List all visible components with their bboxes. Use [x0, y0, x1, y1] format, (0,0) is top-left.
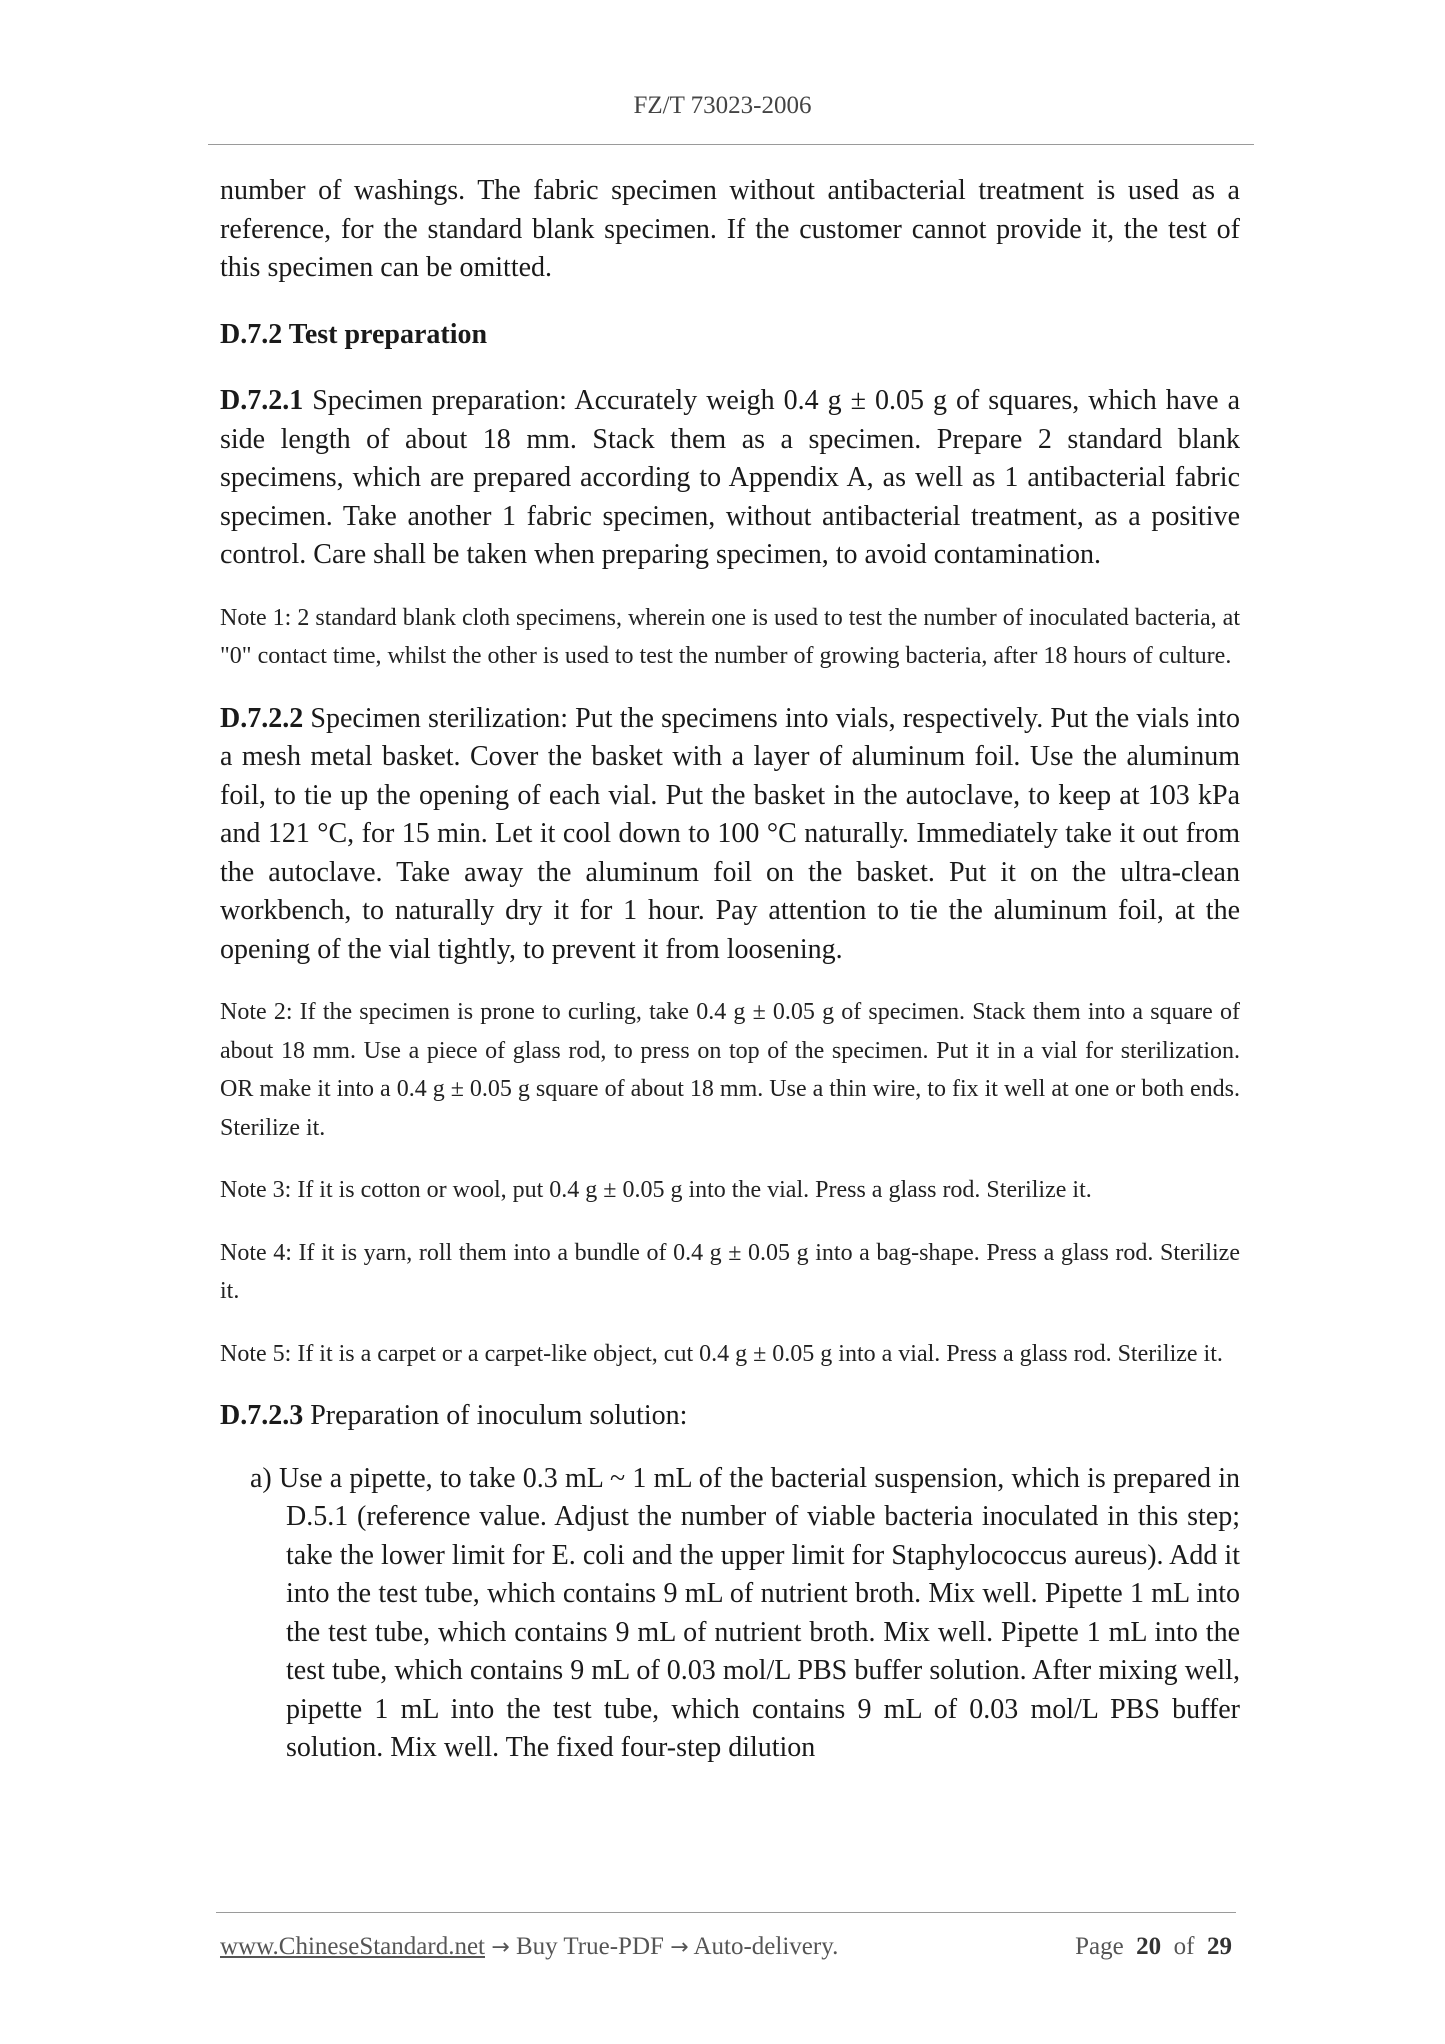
site-link[interactable]: www.ChineseStandard.net — [220, 1933, 485, 1960]
list-item-a: a) Use a pipette, to take 0.3 mL ~ 1 mL of the bacterial suspension, which is prepared in D.5.1 (reference value. Adjust the number of viable bacteria inoculated in this step; take the lower limit for E. coli and the upper limit for Staphylococcus aureus). Add it into the test tube, which contains 9 mL of nutrient broth. Mix well. Pipette 1 mL into the test tube, which contains 9 mL of nutrient broth. Mix well. Pipette 1 mL into the test tube, which contains 9 mL of 0.03 mol/L PBS buffer solution. After mixing well, pipette 1 mL into the test tube, which contains 9 mL of 0.03 mol/L PBS buffer solution. Mix well. The fixed four-step dilution — [250, 1462, 1240, 1763]
current-page: 20 — [1136, 1933, 1162, 1960]
note-1: Note 1: 2 standard blank cloth specimens, wherein one is used to test the number of inoculated bacteria, at "0" contact time, whilst the other is used to test the number of growing bacteria, after 18 hours of culture. — [220, 604, 1240, 669]
clause-d721 — [220, 382, 1240, 575]
clause-d723 — [220, 1397, 1240, 1436]
intro-paragraph: number of washings. The fabric specimen without antibacterial treatment is used as a reference, for the standard blank specimen. If the customer cannot provide it, the test of this specimen can be omitted. — [220, 175, 1240, 283]
page-header-doc-code: FZ/T 73023-2006 — [633, 92, 812, 119]
section-heading-d72: D.7.2 Test preparation — [220, 318, 488, 350]
clause-number: D.7.2.2 — [220, 702, 304, 734]
auto-delivery-text: Auto-delivery. — [693, 1933, 839, 1960]
clause-d722 — [220, 700, 1240, 970]
clause-text: Specimen preparation: Accurately weigh 0.4 g ± 0.05 g of squares, which have a side length of about 18 mm. Stack them as a specimen. Prepare 2 standard blank specimens, which are prepared according to Appendix A, as well as 1 antibacterial fabric specimen. Take another 1 fabric specimen, without antibacterial treatment, as a positive control. Care shall be taken when preparing specimen, to avoid contamination. — [220, 385, 1240, 570]
clause-number: D.7.2.1 — [220, 385, 304, 416]
arrow-right-icon: → — [491, 1935, 510, 1960]
page-content — [220, 172, 1240, 1768]
clause-text: Specimen sterilization: Put the specimens into vials, respectively. Put the vials into a mesh metal basket. Cover the basket with a layer of aluminum foil. Use the aluminum foil, to tie up the opening of each vial. Put the basket in the autoclave, to keep at 103 kPa and 121 °C, for 15 min. Let it cool down to 100 °C naturally. Immediately take it out from the autoclave. Take away the aluminum foil on the basket. Put it on the ultra-clean workbench, to naturally dry it for 1 hour. Pay attention to tie the aluminum foil, at the opening of the vial tightly, to prevent it from loosening. — [220, 702, 1240, 965]
buy-true-pdf-text: Buy True-PDF — [515, 1933, 664, 1960]
page-number: Page 20 of 29 — [1075, 1933, 1232, 1960]
header-divider — [208, 144, 1254, 145]
clause-text: Preparation of inoculum solution: — [303, 1400, 688, 1431]
note-4: Note 4: If it is yarn, roll them into a bundle of 0.4 g ± 0.05 g into a bag-shape. Press a glass rod. Sterilize it. — [220, 1239, 1240, 1304]
note-5: Note 5: If it is a carpet or a carpet-like object, cut 0.4 g ± 0.05 g into a vial. Press a glass rod. Sterilize it. — [220, 1340, 1223, 1367]
total-pages: 29 — [1207, 1933, 1232, 1960]
clause-number: D.7.2.3 — [220, 1400, 304, 1431]
footer-links — [220, 1933, 838, 1961]
arrow-right-icon: → — [670, 1935, 689, 1960]
note-3: Note 3: If it is cotton or wool, put 0.4 g ± 0.05 g into the vial. Press a glass rod. Sterilize it. — [220, 1177, 1092, 1203]
footer-divider — [216, 1912, 1236, 1913]
note-2: Note 2: If the specimen is prone to curling, take 0.4 g ± 0.05 g of specimen. Stack them into a square of about 18 mm. Use a piece of glass rod, to press on top of the specimen. Put it in a vial for sterilization. OR make it into a 0.4 g ± 0.05 g square of about 18 mm. Use a thin wire, to fix it well at one or both ends. Sterilize it. — [220, 999, 1240, 1141]
